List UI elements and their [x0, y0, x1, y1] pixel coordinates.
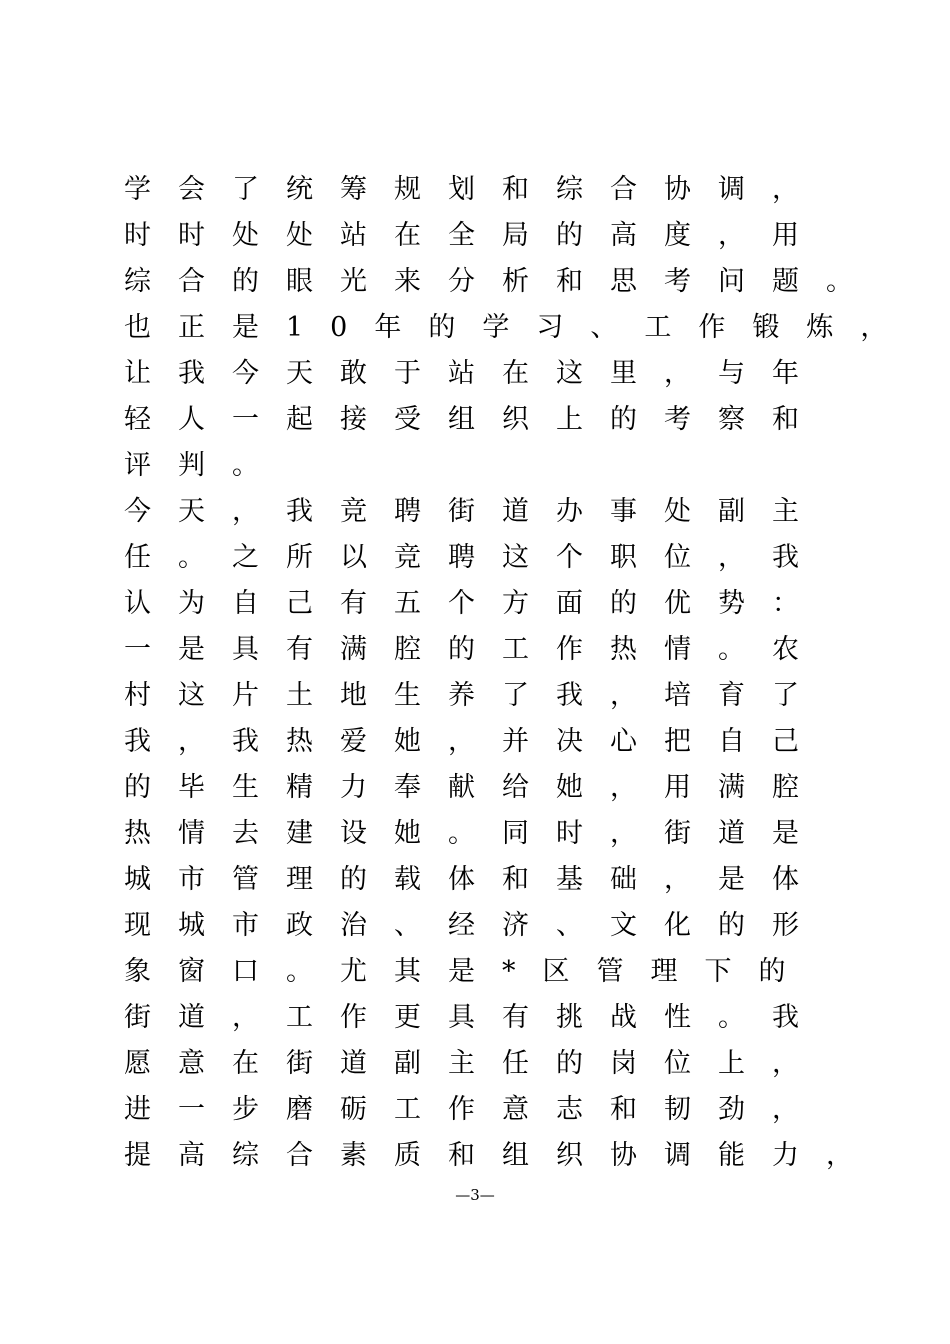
text-line: 进一步磨砺工作意志和韧劲， — [124, 1094, 826, 1125]
text-line: 村这片土地生养了我，培育了 — [124, 680, 826, 711]
text-line: 一是具有满腔的工作热情。农 — [124, 634, 826, 665]
text-line: 学会了统筹规划和综合协调， — [124, 174, 826, 205]
text-line: 我，我热爱她，并决心把自己 — [124, 726, 826, 757]
text-line: 城市管理的载体和基础，是体 — [124, 864, 826, 895]
text-line: 轻人一起接受组织上的考察和 — [124, 404, 826, 435]
text-line: 时时处处站在全局的高度，用 — [124, 220, 826, 251]
text-line: 评判。 — [124, 450, 286, 481]
text-line: 的毕生精力奉献给她，用满腔 — [124, 772, 826, 803]
text-line: 热情去建设她。同时，街道是 — [124, 818, 826, 849]
text-line: 象窗口。尤其是*区管理下的 — [124, 956, 813, 987]
text-line: 任。之所以竞聘这个职位，我 — [124, 542, 826, 573]
text-line: 提高综合素质和组织协调能力， — [124, 1140, 880, 1171]
text-line: 今天，我竞聘街道办事处副主 — [124, 496, 826, 527]
text-line: 综合的眼光来分析和思考问题。 — [124, 266, 880, 297]
text-line: 认为自己有五个方面的优势： — [124, 588, 826, 619]
text-line: 街道，工作更具有挑战性。我 — [124, 1002, 826, 1033]
text-line: 也正是10年的学习、工作锻炼， — [124, 312, 915, 343]
page-number: —3— — [455, 1186, 495, 1204]
text-line: 愿意在街道副主任的岗位上， — [124, 1048, 826, 1079]
text-line: 现城市政治、经济、文化的形 — [124, 910, 826, 941]
text-line: 让我今天敢于站在这里，与年 — [124, 358, 826, 389]
